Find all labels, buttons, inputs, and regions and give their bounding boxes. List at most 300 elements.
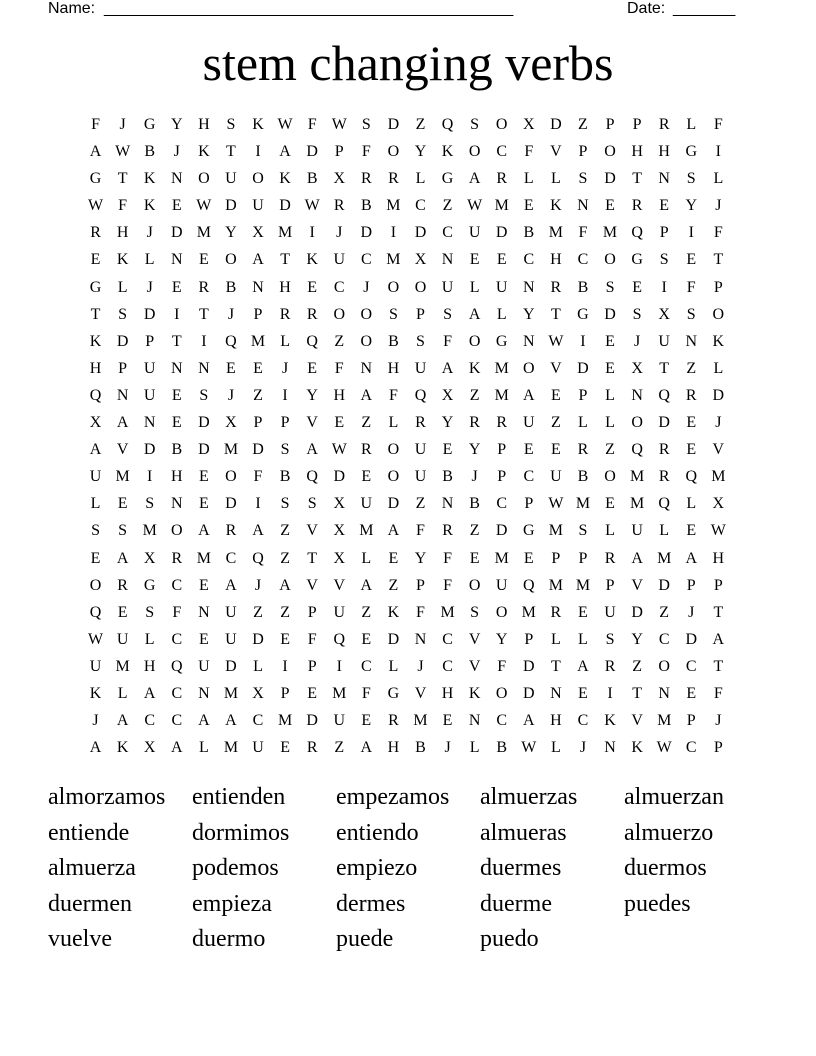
grid-letter: I [580,332,586,350]
grid-letter: K [306,251,318,269]
grid-letter: C [685,739,697,757]
grid-letter: O [468,576,481,594]
grid-letter: C [496,143,508,161]
grid-letter: V [306,522,318,540]
grid-letter: T [713,657,724,675]
word-bank-item: duermen [48,890,132,917]
grid-letter: R [604,549,616,567]
grid-letter: V [631,712,643,730]
grid-letter: L [415,170,426,188]
grid-letter: H [170,468,183,486]
grid-letter: O [387,143,400,161]
grid-letter: E [469,549,480,567]
grid-letter: R [577,441,589,459]
grid-letter: J [471,468,478,486]
grid-letter: T [226,143,236,161]
grid-letter: T [171,332,182,350]
grid-letter: J [227,305,235,323]
grid-letter: O [658,657,670,675]
grid-letter: M [250,332,266,350]
grid-letter: S [145,495,155,513]
grid-letter: R [550,603,562,621]
date-label: Date: [627,0,666,17]
grid-letter: P [253,305,263,323]
grid-letter: D [306,712,318,730]
grid-letter: U [550,468,562,486]
grid-letter: U [225,630,237,648]
grid-letter: L [117,278,128,296]
grid-letter: G [631,251,643,269]
grid-letter: U [360,495,373,513]
grid-letter: S [361,116,371,133]
grid-letter: H [550,712,562,730]
grid-letter: W [87,630,104,648]
grid-letter: E [605,197,615,215]
grid-letter: U [225,170,237,188]
grid-letter: A [631,549,643,567]
grid-letter: E [523,441,534,459]
grid-letter: O [360,305,373,323]
grid-letter: E [496,251,507,269]
grid-letter: C [523,468,535,486]
grid-letter: M [521,603,536,621]
grid-letter: Q [306,468,318,486]
grid-letter: Q [333,630,346,648]
grid-letter: G [89,278,102,296]
grid-letter: M [440,603,455,621]
grid-letter: P [280,414,290,432]
grid-letter: L [90,495,101,513]
grid-letter: Z [578,116,588,133]
grid-letter: Z [361,603,372,621]
grid-row [82,707,742,734]
grid-letter: E [280,739,290,757]
grid-letter: G [143,576,156,594]
grid-letter: T [280,251,290,269]
grid-letter: N [116,386,129,404]
grid-letter: O [387,441,400,459]
grid-letter: O [495,603,508,621]
grid-letter: E [198,468,209,486]
grid-letter: T [90,305,101,323]
grid-letter: M [359,522,374,540]
grid-letter: Y [306,386,318,404]
grid-letter: P [551,549,561,567]
grid-letter: N [143,414,156,432]
grid-letter: M [386,251,401,269]
grid-letter: I [336,657,342,675]
grid-letter: Z [550,414,561,432]
grid-letter: N [441,495,454,513]
grid-letter: U [414,441,427,459]
grid-letter: M [223,441,239,459]
word-bank-item: duerme [480,890,552,917]
grid-letter: D [225,657,237,675]
word-bank-item: duermes [480,855,562,881]
grid-letter: M [115,657,130,675]
grid-letter: O [387,468,400,486]
grid-letter: A [143,684,156,702]
grid-letter: W [196,197,212,215]
grid-letter: G [577,305,589,323]
grid-letter: X [143,549,156,567]
grid-letter: Z [253,603,263,621]
word-bank-item: entiendo [336,819,419,846]
grid-letter: C [442,630,453,648]
word-bank-item: dormimos [192,819,290,846]
grid-letter: M [548,576,563,594]
grid-letter: K [198,143,210,161]
grid-letter: D [306,143,318,161]
grid-row [82,626,742,653]
grid-letter: T [632,170,642,188]
grid-letter: B [415,739,426,757]
grid-letter: K [631,739,643,757]
grid-letter: S [659,251,669,269]
grid-letter: H [143,657,156,675]
grid-letter: P [713,278,723,296]
grid-letter: S [118,522,128,540]
grid-letter: J [146,278,153,296]
grid-letter: X [712,495,725,513]
grid-letter: T [713,251,724,269]
grid-letter: S [686,170,696,188]
grid-letter: M [277,712,293,730]
grid-letter: N [658,684,670,702]
grid-letter: P [659,224,669,242]
grid-letter: U [252,739,264,757]
grid-row [82,490,742,517]
grid-letter: E [523,197,534,215]
grid-letter: V [468,657,481,675]
grid-letter: S [632,305,642,323]
grid-letter: E [605,332,615,350]
grid-letter: X [333,495,346,513]
grid-letter: L [605,386,615,404]
grid-letter: N [170,359,183,377]
grid-letter: G [523,522,535,540]
grid-letter: N [577,197,589,215]
grid-letter: H [89,359,102,377]
grid-letter: M [602,224,618,242]
grid-letter: W [304,197,320,215]
grid-letter: R [550,278,562,296]
grid-letter: D [387,630,400,648]
grid-letter: B [577,278,589,296]
grid-letter: J [688,603,695,621]
grid-letter: F [307,116,317,133]
grid-letter: M [223,739,239,757]
grid-letter: A [387,522,400,540]
grid-letter: V [468,630,481,648]
grid-letter: F [416,522,425,540]
grid-letter: E [605,359,615,377]
grid-letter: Z [334,739,345,757]
grid-row [82,680,742,707]
grid-letter: C [225,549,237,567]
grid-letter: Z [469,386,480,404]
grid-letter: E [226,359,236,377]
grid-letter: W [548,495,564,513]
grid-letter: K [279,170,291,188]
grid-letter: I [309,224,315,242]
grid-letter: J [444,739,451,757]
grid-row [82,572,742,599]
grid-letter: I [282,386,288,404]
grid-letter: L [361,549,372,567]
grid-letter: F [253,468,263,486]
grid-letter: D [495,522,508,540]
grid-letter: M [494,386,509,404]
grid-letter: A [198,522,210,540]
grid-letter: O [414,278,427,296]
grid-letter: V [550,143,562,161]
grid-letter: R [279,305,291,323]
grid-row [82,734,742,761]
grid-letter: Z [388,576,399,594]
grid-letter: H [387,359,400,377]
grid-letter: A [360,386,373,404]
grid-letter: J [715,414,722,432]
grid-letter: M [332,684,347,702]
grid-letter: E [469,251,480,269]
grid-letter: J [119,116,126,133]
grid-letter: O [89,576,102,594]
grid-letter: K [441,143,454,161]
grid-letter: A [89,143,102,161]
grid-letter: E [388,549,399,567]
grid-letter: P [686,576,696,594]
grid-letter: A [360,576,373,594]
grid-letter: S [307,495,317,513]
grid-letter: X [658,305,670,323]
grid-row [82,328,742,355]
grid-letter: Z [415,116,426,133]
grid-letter: F [416,603,425,621]
grid-letter: H [712,549,725,567]
grid-letter: U [523,414,535,432]
grid-letter: S [605,278,615,296]
grid-letter: D [225,495,237,513]
grid-letter: P [713,739,723,757]
grid-letter: L [686,116,697,133]
grid-letter: A [468,305,481,323]
grid-letter: V [333,576,346,594]
grid-letter: D [143,441,156,459]
grid-letter: A [523,712,535,730]
grid-letter: I [174,305,180,323]
grid-letter: Y [225,224,237,242]
grid-letter: E [442,712,453,730]
grid-letter: I [147,468,153,486]
grid-letter: N [550,684,562,702]
grid-letter: E [442,441,453,459]
word-bank-item: almuerzan [624,784,724,810]
grid-letter: X [523,116,535,133]
grid-letter: E [578,603,588,621]
grid-letter: L [388,414,399,432]
grid-letter: D [631,603,643,621]
grid-letter: U [333,603,346,621]
grid-letter: N [468,712,481,730]
grid-letter: R [306,739,318,757]
grid-letter: F [713,224,723,242]
grid-letter: H [550,251,562,269]
grid-letter: A [523,386,535,404]
grid-letter: M [548,224,563,242]
grid-letter: V [550,359,562,377]
grid-letter: M [629,495,645,513]
grid-letter: E [198,251,209,269]
word-bank [48,780,788,958]
grid-letter: O [604,468,616,486]
grid-letter: C [171,684,183,702]
grid-letter: Y [441,414,454,432]
grid-letter: W [115,143,131,161]
grid-letter: M [629,468,645,486]
grid-letter: D [170,224,183,242]
grid-letter: V [712,441,725,459]
grid-letter: U [495,278,508,296]
grid-letter: B [469,495,480,513]
grid-letter: E [307,359,318,377]
date-blank-line: _______ [673,0,736,17]
grid-row [82,274,742,301]
grid-letter: R [604,657,616,675]
grid-letter: O [225,251,237,269]
grid-letter: E [550,386,561,404]
grid-letter: U [468,224,481,242]
grid-letter: E [280,630,290,648]
grid-letter: Q [170,657,183,675]
grid-row [82,355,742,382]
grid-letter: E [198,630,209,648]
grid-letter: L [469,739,480,757]
grid-letter: Q [89,386,102,404]
grid-letter: M [494,549,509,567]
grid-letter: L [550,739,561,757]
grid-letter: V [414,684,427,702]
grid-letter: N [170,170,183,188]
grid-letter: A [170,739,183,757]
name-blank-line: ______________________________________________ [104,0,514,17]
grid-letter: E [171,278,182,296]
grid-letter: M [711,468,726,486]
grid-letter: A [198,712,210,730]
grid-letter: N [252,278,264,296]
grid-letter: W [331,116,347,133]
grid-letter: C [360,657,372,675]
grid-letter: A [279,143,291,161]
grid-letter: S [199,386,209,404]
grid-letter: S [416,332,425,350]
grid-letter: M [277,224,293,242]
grid-letter: K [252,116,264,133]
grid-letter: L [605,522,615,540]
grid-letter: M [196,224,211,242]
grid-letter: U [414,468,427,486]
grid-letter: Y [170,116,183,133]
grid-letter: S [118,305,128,323]
grid-letter: D [604,170,616,188]
grid-letter: K [468,359,481,377]
grid-letter: A [116,414,129,432]
grid-letter: D [685,630,698,648]
grid-letter: H [116,224,129,242]
grid-letter: E [171,414,182,432]
grid-letter: W [467,197,483,215]
word-bank-item: duermos [624,855,707,881]
grid-letter: P [416,576,425,594]
grid-letter: E [686,522,697,540]
grid-letter: J [227,386,235,404]
grid-row [82,382,742,409]
grid-letter: B [523,224,535,242]
grid-letter: B [388,332,399,350]
grid-letter: T [632,684,642,702]
grid-letter: W [548,332,564,350]
grid-letter: U [333,251,346,269]
grid-letter: E [117,495,128,513]
grid-letter: A [225,576,237,594]
grid-letter: F [713,684,723,702]
grid-letter: A [441,359,454,377]
grid-letter: A [468,170,481,188]
grid-letter: J [417,657,424,675]
grid-letter: A [225,712,237,730]
grid-letter: L [523,170,534,188]
grid-letter: R [360,170,372,188]
grid-letter: X [441,386,454,404]
grid-letter: I [661,278,667,296]
grid-letter: D [116,332,129,350]
grid-letter: T [117,170,128,188]
grid-letter: N [631,386,643,404]
grid-letter: P [307,603,317,621]
word-bank-item: entiende [48,819,130,846]
grid-letter: O [198,170,210,188]
grid-letter: L [686,495,697,513]
grid-letter: J [363,278,370,296]
grid-letter: S [470,116,480,133]
grid-letter: Y [414,143,427,161]
grid-letter: F [686,278,696,296]
grid-letter: I [688,224,694,242]
grid-letter: O [631,414,643,432]
grid-letter: N [170,495,183,513]
grid-letter: M [223,684,239,702]
grid-letter: L [469,278,480,296]
grid-letter: N [360,359,373,377]
grid-letter: I [282,657,288,675]
grid-letter: K [550,197,562,215]
grid-letter: L [713,359,724,377]
grid-letter: Q [306,332,318,350]
grid-letter: M [413,712,428,730]
grid-letter: K [712,332,725,350]
grid-letter: Q [631,224,643,242]
grid-letter: S [91,522,100,540]
grid-letter: K [604,712,616,730]
grid-letter: D [550,116,562,133]
grid-letter: D [523,684,535,702]
grid-letter: E [550,441,561,459]
grid-letter: G [441,170,454,188]
grid-letter: U [198,657,210,675]
grid-letter: S [280,495,290,513]
grid-letter: P [334,143,344,161]
grid-letter: M [494,197,509,215]
